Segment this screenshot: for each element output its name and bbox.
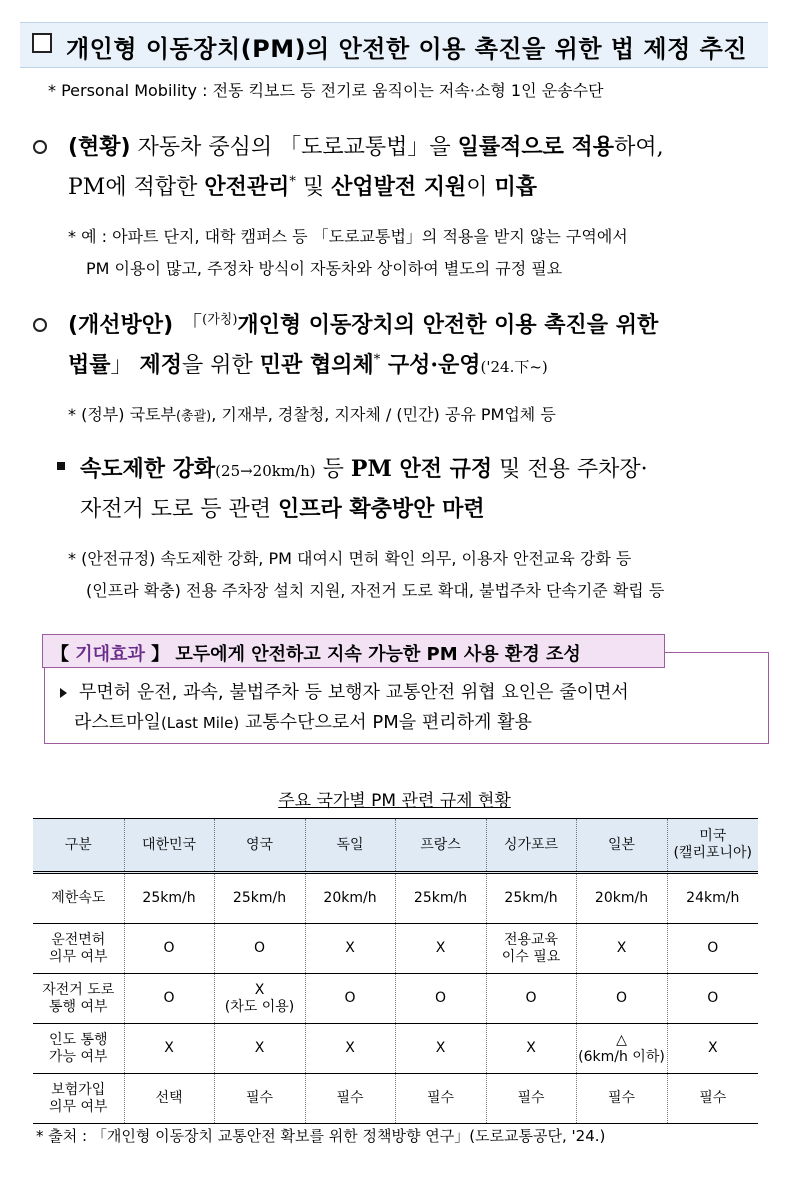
- effect-body-line-1: 무면허 운전, 과속, 불법주차 등 보행자 교통안전 위협 요인은 줄이면서: [60, 678, 629, 708]
- table-row-label: [33, 1074, 124, 1124]
- table-cell-text: X: [345, 1040, 355, 1056]
- table-cell: [486, 974, 576, 1024]
- table-cell-text: 24km/h: [686, 890, 740, 906]
- effect-headline: 모두에게 안전하고 지속 가능한 PM 사용 환경 조성: [175, 644, 581, 665]
- triangle-bullet-icon: [60, 688, 67, 698]
- table-cell: [214, 974, 305, 1024]
- table-cell: [305, 1074, 395, 1124]
- table-cell-text: 선택: [155, 1090, 183, 1106]
- table-cell: [395, 1074, 486, 1124]
- table-cell: [667, 974, 758, 1024]
- table-cell: [124, 924, 214, 974]
- source-note: * 출처 : 「개인형 이동장치 교통안전 확보를 위한 정책방향 연구」(도로교통공단, '24.): [36, 1127, 606, 1145]
- effect-label: 기대효과: [75, 644, 145, 665]
- table-row: [33, 1024, 758, 1074]
- table-cell-text: O: [344, 990, 356, 1006]
- speed-note-2: (인프라 확충) 전용 주차장 설치 지원, 자전거 도로 확대, 불법주차 단속기준 확립 등: [86, 581, 665, 600]
- table-header-cell: 프랑스: [395, 819, 486, 873]
- table-cell: [395, 974, 486, 1024]
- plan-line-2: 법률」 제정을 위한 민관 협의체* 구성·운영('24.下~): [68, 352, 548, 378]
- table-cell-text: 필수: [245, 1090, 274, 1106]
- circle-bullet-icon: [33, 318, 47, 332]
- table-cell-text: 필수: [517, 1090, 545, 1106]
- table-row-label: [33, 1024, 124, 1074]
- table-cell-text: 20km/h: [594, 890, 649, 906]
- table-cell-text: 필수: [607, 1090, 636, 1106]
- table-cell: [214, 1024, 305, 1074]
- table-cell: [667, 1074, 758, 1124]
- table-cell: [305, 1024, 395, 1074]
- table-cell-text: X: [707, 1040, 718, 1056]
- table-row-label: [33, 974, 124, 1024]
- table-cell: [124, 1024, 214, 1074]
- table-cell-text: O: [707, 940, 719, 956]
- table-title: 주요 국가별 PM 관련 규제 현황: [278, 791, 511, 811]
- table-cell-text: O: [615, 990, 628, 1006]
- circle-bullet-icon: [33, 140, 47, 154]
- plan-label: (개선방안): [68, 313, 174, 338]
- speed-note-1: * (안전규정) 속도제한 강화, PM 대여시 면허 확인 의무, 이용자 안전교육 강화 등: [68, 549, 632, 568]
- speed-line-2: 자전거 도로 등 관련 인프라 확충방안 마련: [80, 496, 485, 522]
- table-cell-text: 25km/h: [142, 890, 196, 906]
- table-cell: [667, 924, 758, 974]
- page-title: 개인형 이동장치(PM)의 안전한 이용 촉진을 위한 법 제정 추진: [66, 35, 747, 63]
- table-cell-text: 필수: [336, 1090, 364, 1106]
- table-cell-text: 전용교육 이수 필요: [501, 931, 561, 965]
- table-row: [33, 924, 758, 974]
- table-cell: [214, 1074, 305, 1124]
- table-row: [33, 974, 758, 1024]
- table-cell-text: O: [253, 940, 266, 956]
- title-banner: [20, 22, 768, 68]
- table-cell-text: 25km/h: [504, 890, 558, 906]
- table-cell-text: O: [434, 990, 447, 1006]
- table-cell-text: O: [525, 990, 537, 1006]
- table-row-label: [33, 924, 124, 974]
- table-cell-text: 필수: [699, 1090, 727, 1106]
- table-cell-text: X: [254, 1040, 265, 1056]
- table-cell-text: X: [526, 1040, 536, 1056]
- table-header-cell: 대한민국: [124, 819, 214, 873]
- table-cell: [667, 873, 758, 924]
- effect-body: [60, 678, 629, 738]
- table-cell-text: X: [435, 1040, 446, 1056]
- table-cell: [305, 974, 395, 1024]
- effect-body-line-2: 라스트마일(Last Mile) 교통수단으로서 PM을 편리하게 활용: [74, 712, 532, 733]
- table-header-cell: 미국 (캘리포니아): [667, 819, 758, 873]
- table-cell-text: 제한속도: [51, 890, 106, 906]
- table-cell-text: 운전면허 의무 여부: [48, 931, 108, 965]
- table-header-cell: 구분: [33, 819, 124, 873]
- table-cell: [576, 974, 667, 1024]
- table-cell: [576, 924, 667, 974]
- table-cell-text: 필수: [426, 1090, 455, 1106]
- table-cell: [214, 873, 305, 924]
- table-cell-text: X: [345, 940, 355, 956]
- table-cell: [576, 1024, 667, 1074]
- effect-label-box: [42, 634, 665, 668]
- table-header-cell: 싱가포르: [486, 819, 576, 873]
- table-cell-text: △ (6km/h 이하): [578, 1031, 665, 1065]
- table-header-cell: 영국: [214, 819, 305, 873]
- status-note-2: PM 이용이 많고, 주정차 방식이 자동차와 상이하여 별도의 규정 필요: [86, 259, 563, 278]
- status-line-1: (현황) 자동차 중심의 「도로교통법」을 일률적으로 적용하여,: [68, 134, 664, 160]
- table-cell: [576, 873, 667, 924]
- table-cell-text: 자전거 도로 통행 여부: [42, 981, 115, 1015]
- table-cell-text: 25km/h: [232, 890, 287, 906]
- table-cell: [486, 1024, 576, 1074]
- effect-headline-row: 【 기대효과 】 모두에게 안전하고 지속 가능한 PM 사용 환경 조성: [51, 644, 581, 665]
- table-cell: [124, 974, 214, 1024]
- status-line-2: PM에 적합한 안전관리* 및 산업발전 지원이 미흡: [68, 174, 538, 200]
- checkbox-icon: [32, 33, 52, 53]
- table-cell: [667, 1024, 758, 1074]
- table-cell-text: X: [435, 940, 446, 956]
- table-cell-text: O: [163, 940, 175, 956]
- table-cell: [576, 1074, 667, 1124]
- table-cell-text: 인도 통행 가능 여부: [48, 1031, 108, 1065]
- square-bullet-icon: [57, 462, 65, 470]
- table-cell: [305, 873, 395, 924]
- table-row: [33, 873, 758, 924]
- table-header-cell: 일본: [576, 819, 667, 873]
- table-cell: [486, 1074, 576, 1124]
- table-cell: [124, 873, 214, 924]
- status-label: (현황): [68, 135, 131, 160]
- table-cell-text: X (차도 이용): [224, 981, 295, 1015]
- table-header-row: [33, 819, 758, 873]
- definition-note: * Personal Mobility : 전동 킥보드 등 전기로 움직이는 저속·소형 1인 운송수단: [48, 81, 604, 100]
- table-cell: [124, 1074, 214, 1124]
- table-row: [33, 1074, 758, 1124]
- table-cell-text: O: [163, 990, 175, 1006]
- table-cell: [214, 924, 305, 974]
- table-cell: [395, 924, 486, 974]
- table-cell: [395, 873, 486, 924]
- table-cell-text: X: [164, 1040, 174, 1056]
- table-cell-text: 25km/h: [413, 890, 468, 906]
- table-cell-text: 20km/h: [323, 890, 377, 906]
- table-cell: [305, 924, 395, 974]
- table-cell-text: X: [616, 940, 627, 956]
- table-cell-text: O: [707, 990, 719, 1006]
- status-note-1: * 예 : 아파트 단지, 대학 캠퍼스 등 「도로교통법」의 적용을 받지 않는 구역에서: [68, 227, 628, 246]
- table-cell: [486, 924, 576, 974]
- table-row-label: [33, 873, 124, 924]
- plan-line-1: (개선방안) 「$^{(가칭)}$개인형 이동장치의 안전한 이용 촉진을 위한: [68, 312, 659, 338]
- table-header-cell: 독일: [305, 819, 395, 873]
- table-cell-text: 보험가입 의무 여부: [48, 1081, 108, 1115]
- speed-line-1: 속도제한 강화(25→20km/h) 등 PM 안전 규정 및 전용 주차장·: [80, 456, 648, 482]
- plan-note: * (정부) 국토부(총괄), 기재부, 경찰청, 지자체 / (민간) 공유 PM업체 등: [68, 405, 556, 424]
- table-cell: [395, 1024, 486, 1074]
- table-cell: [486, 873, 576, 924]
- regulation-table: [33, 818, 758, 1124]
